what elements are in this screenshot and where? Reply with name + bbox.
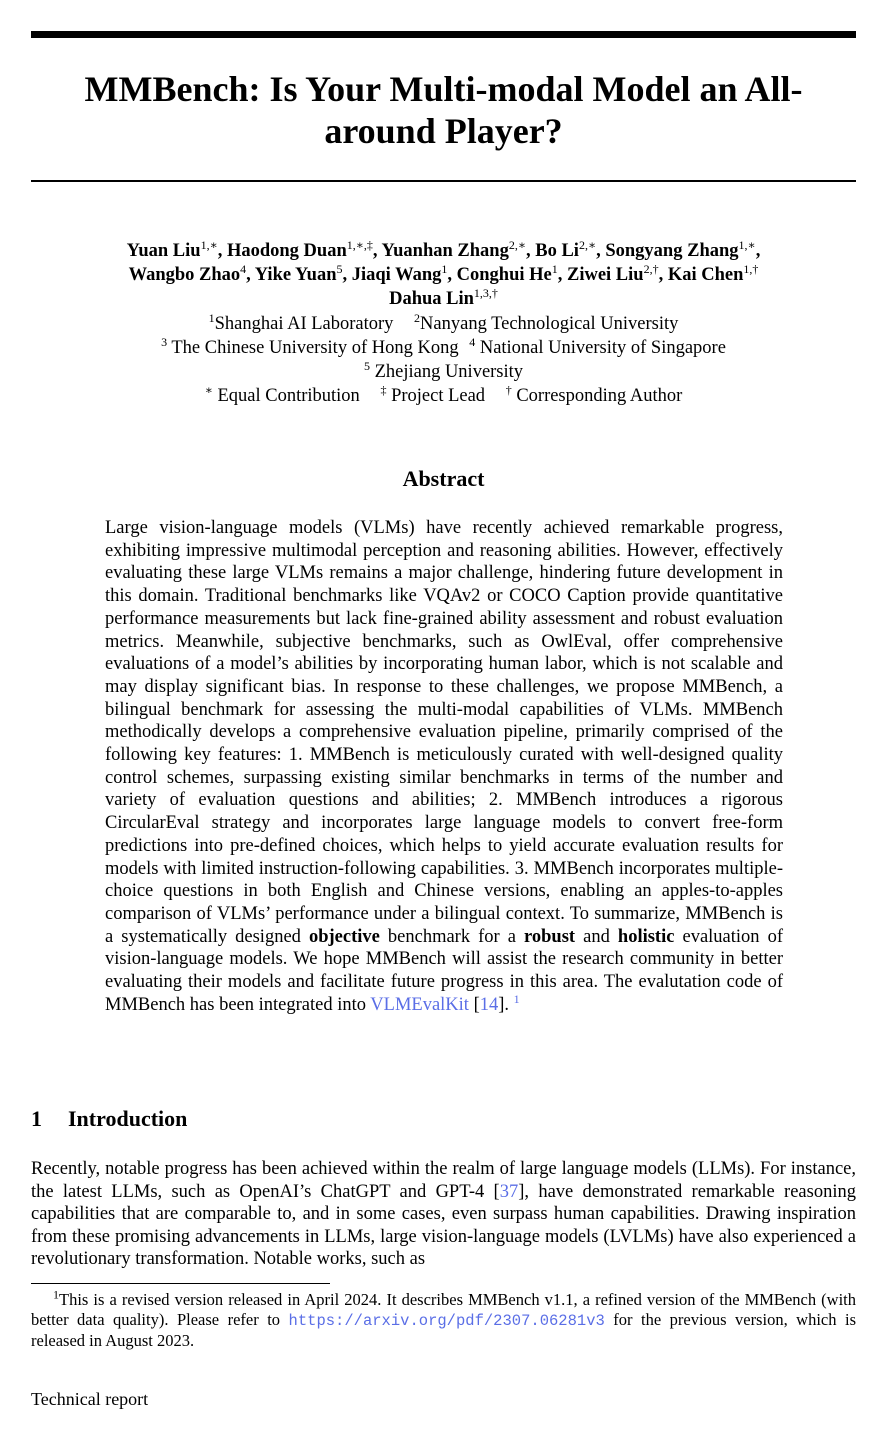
citation-link[interactable]: 37 (499, 1181, 519, 1202)
abstract-text: [ (468, 994, 480, 1015)
note-mark: ‡ (380, 382, 387, 397)
footnote-rule (31, 1283, 330, 1284)
affil-mark: 1 (208, 310, 215, 325)
abstract-text: Large vision-language models (VLMs) have recently achieved remarkable progress, exhibiting impressive multimodal perception and reasoning abilities. However, effectively evaluating these large VLMs remains a major challenge, hindering future development in this domain. Traditional benchmarks like VQAv2 or COCO Caption provide quantitative performance measurements but lack fine-grained ability assessment and robust evaluation metrics. Meanwhile, subjective benchmarks, such as OwlEval, offer comprehensive evaluations of a model’s abilities by incorporating human labor, which is not scalable and may display significant bias. In response to these challenges, we propose MMBench, a bilingual benchmark for assessing the multi-modal capabilities of VLMs. MMBench methodically develops a comprehensive evaluation pipeline, primarily comprised of the following key features: 1. MMBench is meticulously curated with well-designed quality control schemes, surpassing existing similar benchmarks in terms of the number and variety of evaluation questions and abilities; 2. MMBench introduces a rigorous CircularEval strategy and incorporates large language models to convert free-form predictions into pre-defined choices, which helps to yield accurate evaluation results for models with limited instruction-following capabilities. 3. MMBench incorporates multiple-choice questions in both English and Chinese versions, enabling an apples-to-apples comparison of VLMs’ performance under a bilingual context. To summarize, MMBench is a systematically designed (105, 518, 783, 947)
paper-title: MMBench: Is Your Multi-modal Model an All-around Player? (84, 69, 803, 151)
affiliation: National University of Singapore (475, 338, 726, 358)
author-name: Yuan Liu (126, 241, 201, 261)
abstract-text: ]. (498, 994, 514, 1015)
note: Equal Contribution (212, 386, 360, 406)
note-mark: ∗ (204, 382, 213, 397)
footnote (31, 1287, 856, 1351)
author-separator: , (342, 265, 348, 285)
author-affil-mark: 1,∗ (738, 237, 756, 252)
vlmevalkit-link[interactable]: VLMEvalKit (370, 994, 469, 1015)
author-separator: , (217, 241, 223, 261)
author-affil-mark: 1,∗,‡ (346, 237, 373, 252)
note: Corresponding Author (511, 386, 683, 406)
author-name: Yike Yuan (254, 265, 337, 285)
author-name: Wangbo Zhao (128, 265, 241, 285)
affil-mark: 5 (363, 358, 370, 373)
contribution-notes (31, 384, 856, 408)
affiliation-line-1 (31, 312, 856, 336)
abstract-text: evaluation of vision-language models. We hope MMBench will assist the research community in better evaluating their models and facilitate future progress in this area. The evalutation code of MMBench has been integrated into (105, 926, 783, 1015)
author-name: Haodong Duan (226, 241, 347, 261)
author-name: Kai Chen (667, 265, 744, 285)
affiliation-line-3 (31, 360, 856, 384)
top-rule (31, 31, 856, 38)
section-title: Introduction (68, 1106, 188, 1131)
abstract-text: and (575, 926, 618, 947)
footnote-link[interactable]: 1 (513, 991, 520, 1006)
author-affil-mark: 1 (551, 261, 558, 276)
abstract-heading: Abstract (402, 466, 485, 491)
abstract-text: benchmark for a (379, 926, 525, 947)
technical-report-label: Technical report (31, 1389, 149, 1409)
note: Project Lead (386, 386, 486, 406)
note-mark: † (505, 382, 512, 397)
affiliation-list (31, 312, 856, 408)
author-line-2 (31, 263, 856, 287)
section-number: 1 (31, 1106, 42, 1131)
author-affil-mark: 1 (441, 261, 448, 276)
affiliation-line-2 (31, 336, 856, 360)
footnote-text: This is a revised version released in April 2024. It describes MMBench v1.1, a refined version of the MMBench (with better data quality). Please refer to (31, 1290, 856, 1329)
arxiv-url-link[interactable]: https://arxiv.org/pdf/2307.06281v3 (288, 1312, 605, 1330)
affiliation: The Chinese University of Hong Kong (167, 338, 459, 358)
author-separator: , (447, 265, 453, 285)
author-name: Jiaqi Wang (351, 265, 442, 285)
abstract-bold: objective (308, 926, 380, 947)
title-rule (31, 180, 856, 182)
author-affil-mark: 2,∗ (508, 237, 526, 252)
author-name: Dahua Lin (389, 289, 474, 309)
author-name: Bo Li (535, 241, 579, 261)
author-affil-mark: 5 (336, 261, 343, 276)
author-separator: , (246, 265, 251, 285)
author-separator: , (658, 265, 664, 285)
affil-mark: 2 (414, 310, 421, 325)
author-line-1 (31, 239, 856, 263)
author-name: Yuanhan Zhang (381, 241, 509, 261)
affiliation: Nanyang Technological University (420, 314, 679, 334)
author-line-3 (31, 287, 856, 311)
author-separator: , (372, 241, 378, 261)
intro-text: Recently, notable progress has been achieved within the realm of large language models (LLMs). For instance, the latest LLMs, such as OpenAI’s ChatGPT and GPT-4 [ (31, 1159, 856, 1202)
affiliation: Zhejiang University (369, 362, 524, 382)
author-affil-mark: 4 (240, 261, 247, 276)
author-separator: , (596, 241, 601, 261)
author-affil-mark: 2,∗ (578, 237, 597, 252)
author-affil-mark: 1,† (743, 261, 759, 276)
author-name: Ziwei Liu (566, 265, 644, 285)
author-separator: , (755, 241, 761, 261)
abstract-body (105, 517, 783, 1016)
section-heading (31, 1105, 856, 1133)
author-separator: , (557, 265, 563, 285)
author-affil-mark: 2,† (643, 261, 659, 276)
author-affil-mark: 1,∗ (200, 237, 218, 252)
author-separator: , (526, 241, 531, 261)
abstract-bold: robust (524, 926, 576, 947)
author-name: Conghui He (456, 265, 552, 285)
author-affil-mark: 1,3,† (473, 285, 498, 300)
author-list (31, 239, 856, 311)
affil-mark: 3 (161, 334, 168, 349)
intro-text: ], have demonstrated remarkable reasoning capabilities that are comparable to, and in some cases, even surpass human capabilities. Drawing inspiration from these promising advancements in LLMs, large vision-language models (LVLMs) have also experienced a revolutionary transformation. Notable works, such as (31, 1181, 856, 1270)
affiliation: Shanghai AI Laboratory (214, 314, 394, 334)
affil-mark: 4 (469, 334, 476, 349)
introduction-paragraph (31, 1158, 856, 1271)
footnote-text: for the previous version, which is released in August 2023. (31, 1310, 856, 1350)
citation-link[interactable]: 14 (479, 994, 499, 1015)
author-name: Songyang Zhang (605, 241, 739, 261)
abstract-bold: holistic (617, 926, 675, 947)
footnote-mark: 1 (53, 1287, 59, 1302)
